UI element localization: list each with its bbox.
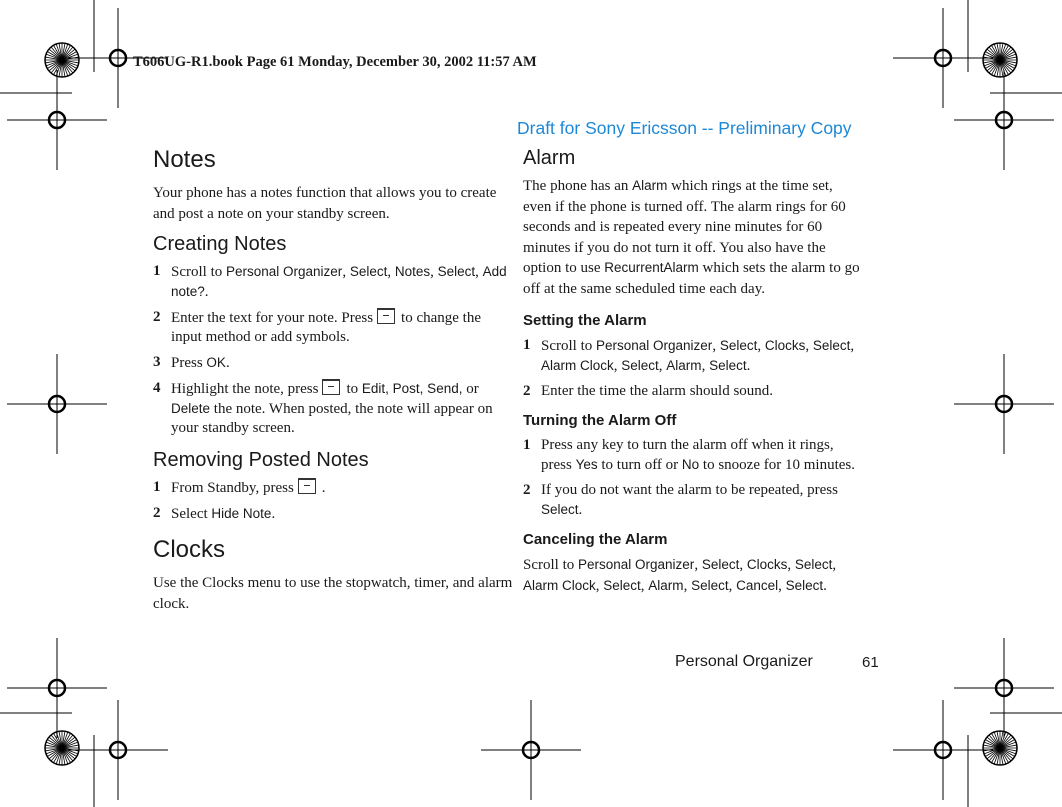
- turning-step-1: [523, 436, 883, 475]
- body-text: ,: [683, 577, 692, 594]
- menu-term: Select: [719, 338, 758, 353]
- crosshair-mark: [68, 700, 168, 800]
- removing-step-1: [153, 478, 513, 498]
- creating-step-3: [153, 353, 513, 373]
- crosshair-mark: [7, 638, 107, 738]
- crosshair-mark: [893, 700, 993, 800]
- step-text: Press any key to turn the alarm off when it rings, press: [541, 437, 834, 473]
- step-text: to change the input method or add symbols.: [171, 310, 481, 345]
- menu-term: Select: [603, 577, 641, 593]
- left-column: [153, 146, 513, 622]
- body-text: ,: [787, 557, 795, 573]
- step-text: ,: [701, 358, 710, 374]
- step-text: .: [746, 358, 751, 374]
- menu-term: Select: [541, 502, 579, 517]
- step-text: Enter the text for your note. Press: [171, 310, 374, 326]
- menu-term: Alarm Clock: [541, 358, 614, 373]
- menu-term: Personal Organizer: [596, 338, 713, 353]
- crosshair-mark: [7, 354, 107, 454]
- step-text: the note. When posted, the note will appear on your standby screen.: [171, 401, 493, 436]
- step-number: 2: [523, 482, 531, 498]
- step-text: Scroll to: [171, 264, 226, 280]
- step-number: 2: [153, 309, 161, 325]
- step-number: 4: [153, 380, 161, 396]
- body-text: which rings at the time set, even if the phone is turned off. The alarm rings for 60 seconds and is repeated every nine minutes for 60 minutes if you do not turn it off. You also have the option to use: [523, 178, 846, 276]
- step-text: .: [204, 284, 209, 300]
- step-text: ,: [475, 264, 483, 280]
- step-text: ,: [387, 264, 395, 280]
- starburst-mark: [983, 731, 1017, 765]
- step-text: ,: [342, 264, 350, 280]
- draft-label: Draft for Sony Ericsson -- Preliminary Copy: [517, 118, 852, 138]
- menu-term: Select: [437, 264, 476, 279]
- canceling-instructions: [523, 555, 868, 596]
- softkey-icon: [298, 478, 316, 494]
- step-number: 1: [153, 479, 161, 495]
- menu-term: Yes: [575, 457, 598, 472]
- body-text: Scroll to: [523, 557, 578, 573]
- turning-step-2: [523, 481, 883, 520]
- step-text: .: [321, 480, 326, 496]
- step-text: ,: [658, 358, 667, 374]
- creating-step-1: [153, 262, 513, 302]
- right-column: [523, 146, 883, 604]
- menu-term: Notes: [394, 264, 431, 279]
- body-text: ,: [694, 557, 702, 573]
- body-text: .: [823, 577, 827, 594]
- menu-term: Select: [349, 264, 388, 279]
- softkey-icon: [322, 379, 340, 395]
- step-text: Press: [171, 355, 207, 371]
- notes-title: Notes: [153, 146, 216, 173]
- clocks-title: Clocks: [153, 536, 226, 563]
- menu-term: Select: [709, 358, 747, 373]
- creating-notes-title: Creating Notes: [153, 233, 287, 255]
- body-text: which sets the alarm to go off at the same scheduled time each day.: [523, 260, 860, 297]
- menu-term: Delete: [171, 401, 211, 416]
- step-text: ,: [613, 358, 622, 374]
- alarm-description: [523, 176, 863, 299]
- starburst-mark: [45, 731, 79, 765]
- menu-term: Select: [794, 557, 833, 572]
- softkey-icon: [377, 308, 395, 324]
- turning-alarm-off-title: Turning the Alarm Off: [523, 412, 677, 429]
- step-text: From Standby, press: [171, 480, 294, 496]
- menu-term: Alarm: [632, 178, 668, 193]
- step-text: Select: [171, 506, 212, 522]
- step-text: Highlight the note, press: [171, 381, 319, 397]
- step-number: 1: [523, 437, 531, 453]
- menu-term: No: [681, 457, 700, 472]
- body-text: ,: [595, 577, 604, 594]
- crosshair-mark: [481, 700, 581, 800]
- crosshair-mark: [954, 70, 1054, 170]
- removing-step-2: [153, 504, 513, 524]
- step-text: .: [271, 506, 276, 522]
- step-number: 2: [153, 505, 161, 521]
- step-text: to: [346, 381, 362, 397]
- body-text: ,: [728, 577, 737, 594]
- crosshair-mark: [893, 8, 993, 108]
- setting-alarm-title: Setting the Alarm: [523, 312, 647, 329]
- menu-term: Edit, Post, Send,: [361, 381, 463, 396]
- creating-step-2: [153, 308, 513, 347]
- setting-step-2: [523, 382, 883, 401]
- crosshair-mark: [954, 638, 1054, 738]
- crosshair-mark: [954, 354, 1054, 454]
- body-text: ,: [640, 577, 649, 594]
- step-text: ,: [757, 338, 765, 354]
- clocks-intro: Use the Clocks menu to use the stopwatch, timer, and alarm clock.: [153, 575, 513, 612]
- starburst-mark: [983, 43, 1017, 77]
- menu-term: Select: [691, 577, 729, 593]
- menu-term: Select: [785, 577, 824, 593]
- menu-term: Clocks: [764, 338, 806, 353]
- step-number: 1: [523, 337, 531, 353]
- step-number: 1: [153, 263, 161, 279]
- menu-term: Cancel: [736, 577, 779, 593]
- crosshair-mark: [7, 70, 107, 170]
- menu-term: Clocks: [746, 557, 788, 572]
- footer-section-title: Personal Organizer: [675, 653, 813, 670]
- page-number: 61: [862, 654, 879, 671]
- step-text: ,: [805, 338, 813, 354]
- menu-term: Alarm: [648, 577, 684, 593]
- setting-step-1: [523, 336, 883, 376]
- menu-term: Select: [701, 557, 740, 572]
- alarm-title: Alarm: [523, 147, 576, 169]
- step-text: to turn off or: [597, 457, 682, 473]
- step-text: ,: [850, 338, 855, 354]
- menu-term: Personal Organizer: [226, 264, 343, 279]
- body-text: ,: [832, 557, 837, 573]
- removing-notes-title: Removing Posted Notes: [153, 449, 369, 471]
- step-text: If you do not want the alarm to be repeated, press: [541, 482, 838, 498]
- step-text: ,: [712, 338, 720, 354]
- body-text: ,: [739, 557, 747, 573]
- step-text: to snooze for 10 minutes.: [699, 457, 855, 473]
- menu-term: Select: [621, 358, 659, 373]
- body-text: The phone has an: [523, 178, 633, 194]
- step-text: ,: [430, 264, 438, 280]
- step-text: .: [225, 355, 230, 371]
- body-text: ,: [778, 577, 786, 594]
- creating-step-4: [153, 379, 513, 438]
- step-text: Scroll to: [541, 338, 596, 354]
- step-number: 2: [523, 383, 531, 399]
- menu-term: Select: [812, 338, 851, 353]
- menu-term: Hide Note: [211, 506, 272, 521]
- canceling-alarm-title: Canceling the Alarm: [523, 531, 668, 548]
- step-number: 3: [153, 354, 161, 370]
- menu-term: OK: [206, 355, 226, 370]
- starburst-mark: [45, 43, 79, 77]
- step-text: or: [462, 381, 479, 397]
- menu-term: Alarm: [666, 358, 702, 373]
- step-text: Enter the time the alarm should sound.: [541, 383, 774, 399]
- file-header-line: T606UG-R1.book Page 61 Monday, December 30, 2002 11:57 AM: [133, 54, 537, 70]
- menu-term: Alarm Clock: [523, 577, 596, 593]
- menu-term: RecurrentAlarm: [604, 260, 699, 275]
- step-text: .: [578, 502, 583, 518]
- menu-term: Personal Organizer: [578, 557, 695, 572]
- notes-intro: Your phone has a notes function that allows you to create and post a note on your standby screen.: [153, 185, 497, 222]
- menu-term: Add note?: [171, 264, 507, 299]
